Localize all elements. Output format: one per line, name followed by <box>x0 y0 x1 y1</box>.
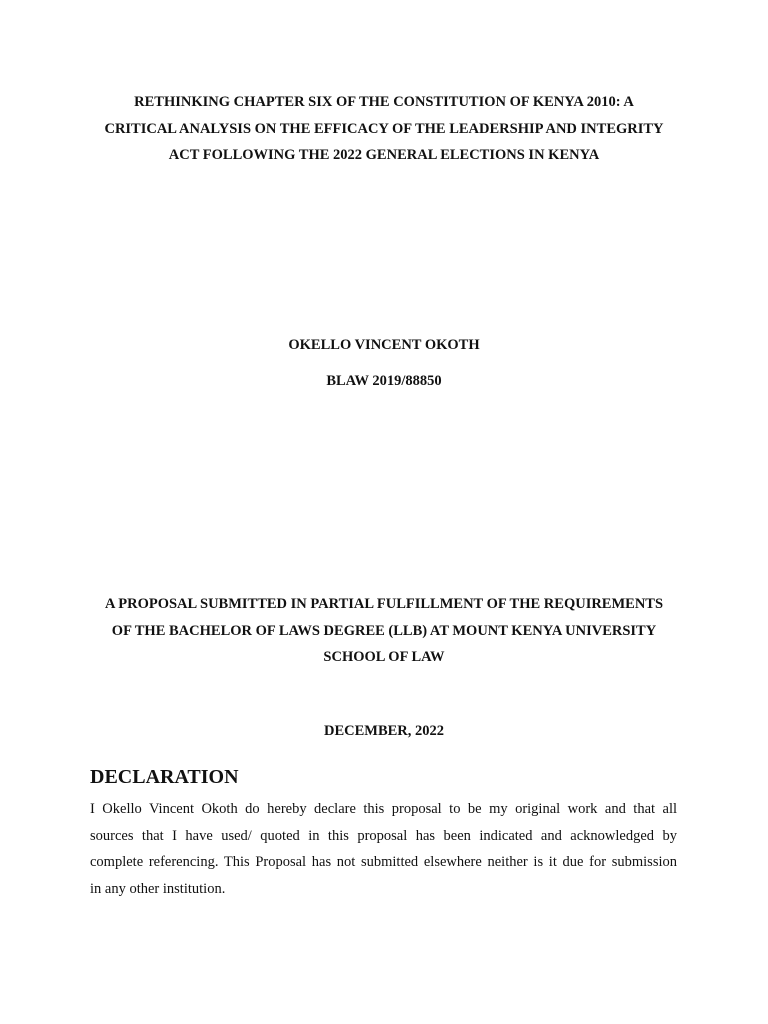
title-line: RETHINKING CHAPTER SIX OF THE CONSTITUTION OF KENYA 2010: A <box>134 94 634 110</box>
document-title <box>0 89 768 169</box>
declaration-line: I Okello Vincent Okoth do hereby declare this proposal to be my original work and that all <box>90 801 677 817</box>
proposal-line: SCHOOL OF LAW <box>323 649 445 665</box>
proposal-statement <box>0 591 768 671</box>
submission-date: DECEMBER, 2022 <box>323 723 445 739</box>
declaration-line: complete referencing. This Proposal has not submitted elsewhere neither is it due for submission <box>90 854 677 871</box>
author-name: OKELLO VINCENT OKOTH <box>288 337 480 353</box>
proposal-line: A PROPOSAL SUBMITTED IN PARTIAL FULFILLMENT OF THE REQUIREMENTS <box>104 596 664 612</box>
title-line: CRITICAL ANALYSIS ON THE EFFICACY OF THE LEADERSHIP AND INTEGRITY <box>104 120 664 137</box>
declaration-heading: DECLARATION <box>90 766 239 788</box>
declaration-line: in any other institution. <box>90 881 226 898</box>
registration-number: BLAW 2019/88850 <box>326 373 442 389</box>
declaration-line: sources that I have used/ quoted in this proposal has been indicated and acknowledged by <box>90 827 677 844</box>
declaration-body <box>90 796 677 903</box>
proposal-line: OF THE BACHELOR OF LAWS DEGREE (LLB) AT MOUNT KENYA UNIVERSITY <box>111 622 657 639</box>
title-line: ACT FOLLOWING THE 2022 GENERAL ELECTIONS IN KENYA <box>168 147 600 163</box>
